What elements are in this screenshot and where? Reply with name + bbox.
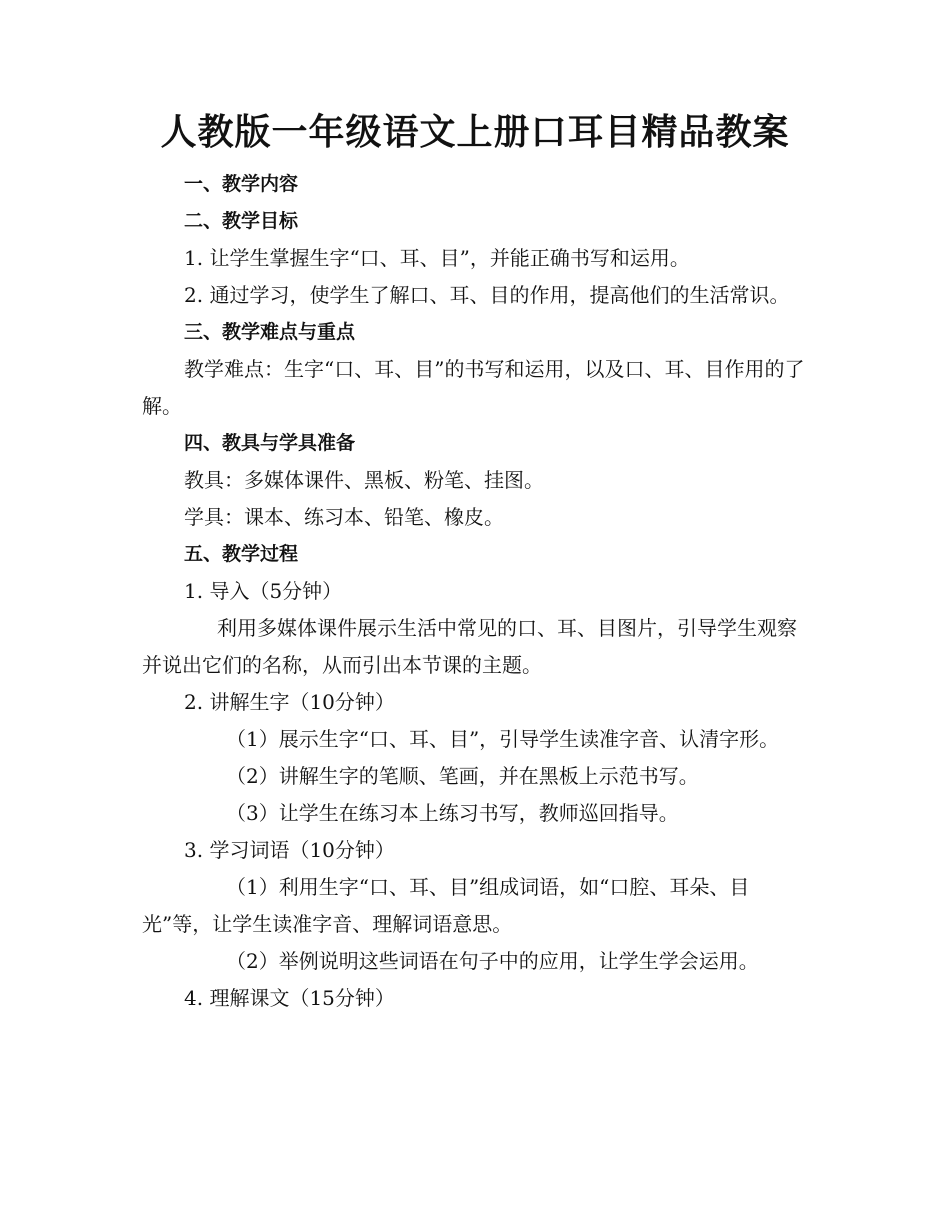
section-heading-goals: 二、教学目标 [184,210,299,232]
process-step-4: 4. 理解课文（15分钟） [184,986,395,1010]
section-heading-materials: 四、教具与学具准备 [184,432,356,454]
process-step-3-item-1: （1）利用生字“口、耳、目”组成词语，如“口腔、耳朵、目光”等，让学生读准字音、理解词语意思。 [142,875,750,936]
process-step-2: 2. 讲解生字（10分钟） [184,690,395,714]
process-step-3-item-2: （2）举例说明这些词语在句子中的应用，让学生学会运用。 [226,949,759,973]
section-heading-process: 五、教学过程 [184,543,299,565]
process-step-3: 3. 学习词语（10分钟） [184,838,395,862]
process-step-2-item-3: （3）让学生在练习本上练习书写，教师巡回指导。 [226,801,679,825]
process-step-2-item-1: （1）展示生字“口、耳、目”，引导学生读准字音、认清字形。 [226,727,780,751]
goal-item-1: 1. 让学生掌握生字“口、耳、目”，并能正确书写和运用。 [184,246,690,270]
goal-item-2: 2. 通过学习，使学生了解口、耳、目的作用，提高他们的生活常识。 [184,283,790,307]
section-heading-difficulties: 三、教学难点与重点 [184,321,356,343]
document-body [142,166,808,1017]
process-step-1: 1. 导入（5分钟） [184,579,343,603]
teaching-aids-paragraph: 教具：多媒体课件、黑板、粉笔、挂图。 [184,468,544,492]
document-title: 人教版一年级语文上册口耳目精品教案 [160,112,790,153]
section-heading-content: 一、教学内容 [184,173,299,195]
process-step-2-item-2: （2）讲解生字的笔顺、笔画，并在黑板上示范书写。 [226,764,699,788]
difficulty-paragraph: 教学难点：生字“口、耳、目”的书写和运用，以及口、耳、目作用的了解。 [142,357,805,418]
process-step-1-detail: 利用多媒体课件展示生活中常见的口、耳、目图片，引导学生观察并说出它们的名称，从而引出本节课的主题。 [142,616,797,677]
learning-aids-paragraph: 学具：课本、练习本、铅笔、橡皮。 [184,505,504,529]
